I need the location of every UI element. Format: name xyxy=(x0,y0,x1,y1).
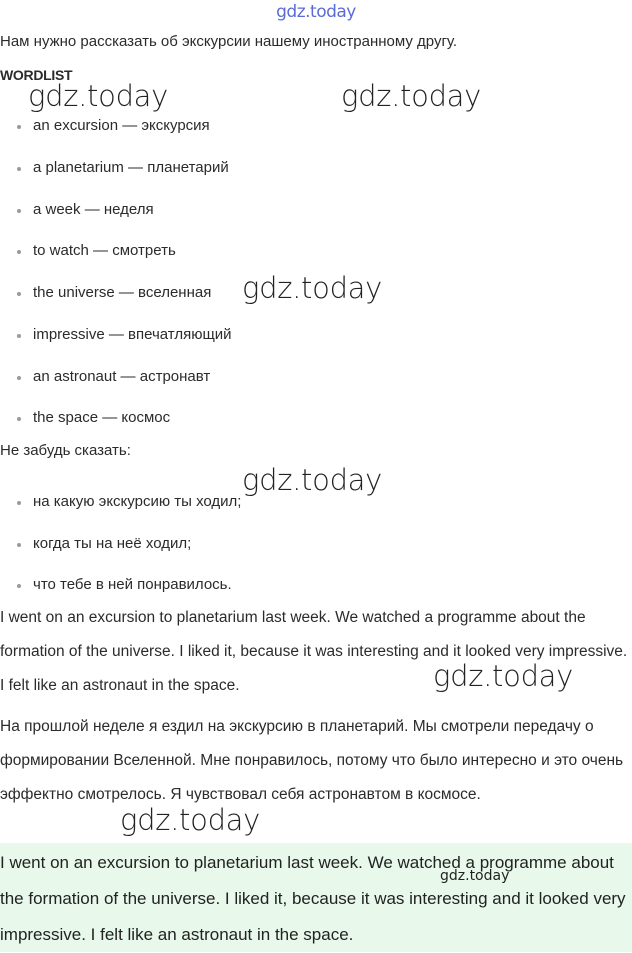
bullet-icon xyxy=(17,250,21,254)
bullet-icon xyxy=(17,501,21,505)
bullet-icon xyxy=(17,209,21,213)
bullet-icon xyxy=(17,334,21,338)
bullet-icon xyxy=(17,543,21,547)
bullet-icon xyxy=(17,584,21,588)
watermark: gdz.today xyxy=(120,803,261,837)
answer-box xyxy=(0,843,632,952)
bullet-icon xyxy=(17,125,21,129)
site-logo[interactable]: gdz.today xyxy=(276,2,356,22)
wordlist-heading: WORDLIST xyxy=(0,67,73,83)
remember-heading: Не забудь сказать: xyxy=(0,442,131,459)
intro-text: Нам нужно рассказать об экскурсии нашему иностранному другу. xyxy=(0,33,458,50)
bullet-icon xyxy=(17,292,21,296)
answer-paragraph: I went on an excursion to planetarium last week. We watched a programme about the formation of the universe. I liked it, because it was interesting and it looked very impressive. I felt like an astronaut in the space. xyxy=(0,853,626,944)
watermark: gdz.today xyxy=(28,79,169,113)
bullet-icon xyxy=(17,417,21,421)
watermark: gdz.today xyxy=(242,463,383,497)
watermark: gdz.today xyxy=(440,868,510,884)
watermark: gdz.today xyxy=(433,659,574,693)
english-paragraph: I went on an excursion to planetarium last week. We watched a programme about the formation of the universe. I liked it, because it was interesting and it looked very impressive. I felt like an astronaut in the space. xyxy=(0,609,628,694)
russian-paragraph: На прошлой неделе я ездил на экскурсию в планетарий. Мы смотрели передачу о формировании Вселенной. Мне понравилось, потому что было интересно и это очень эффектно смотрелось. Я чувствовал себя астронавтом в космосе. xyxy=(0,718,624,803)
watermark: gdz.today xyxy=(242,271,383,305)
bullet-icon xyxy=(17,376,21,380)
watermark: gdz.today xyxy=(341,79,482,113)
bullet-icon xyxy=(17,167,21,171)
